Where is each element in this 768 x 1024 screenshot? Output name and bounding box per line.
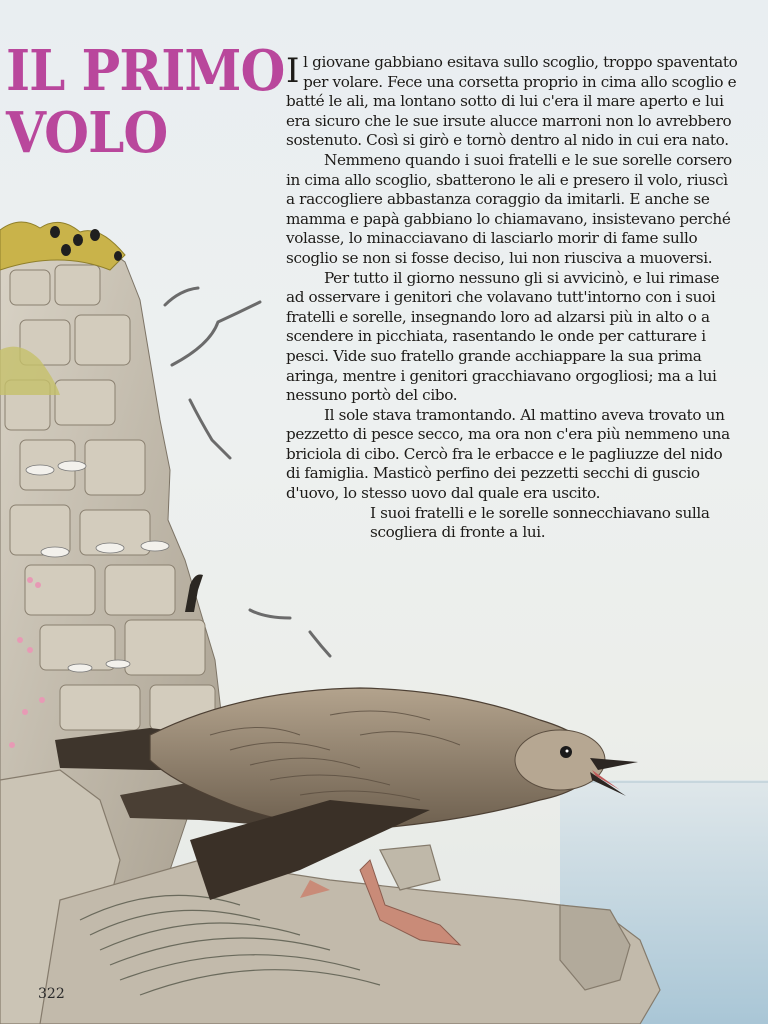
page-title [6,40,284,164]
story-paragraph-5: I suoi fratelli e le sorelle sonnecchiavano sulla scogliera di fronte a lui. [370,503,710,542]
page-number: 322 [38,986,65,1002]
story-text [286,53,738,543]
story-paragraph-1 [286,53,738,151]
title-line-2: VOLO [6,100,168,166]
story-paragraph-4: Il sole stava tramontando. Al mattino aveva trovato un pezzetto di pesce secco, ma ora non c'era più nemmeno una briciola di cibo. Cercò fra le erbacce e le pagliuzze del nido di famiglia. Masticò perfino dei pezzetti secchi di guscio d'uovo, lo stesso uovo dal quale era uscito. [286,405,730,503]
title-line-1: IL PRIMO [6,38,285,104]
drop-cap: I [286,51,300,91]
story-paragraph-1-text: l giovane gabbiano esitava sullo scoglio, troppo spaventato per volare. Fece una corsetta proprio in cima allo scoglio e batté le ali, ma lontano sotto di lui c'era il mare aperto e lui era sicuro che le sue irsute alucce marroni non lo avrebbero sostenuto. Così si girò e tornò dentro al nido in cui era nato. [286,53,738,150]
story-paragraph-3: Per tutto il giorno nessuno gli si avvicinò, e lui rimase ad osservare i genitori che volavano tutt'intorno con i suoi fratelli e sorelle, insegnando loro ad alzarsi più in alto o a scendere in picchiata, rasentando le onde per catturare i pesci. Vide suo fratello grande acchiappare la sua prima aringa, mentre i genitori gracchiavano orgogliosi; ma a lui nessuno portò del cibo. [286,268,720,405]
story-paragraph-2: Nemmeno quando i suoi fratelli e le sue sorelle corsero in cima allo scoglio, sbatterono le ali e presero il volo, riuscì a raccogliere abbastanza coraggio da imitarli. E anche se mamma e papà gabbiano lo chiamavano, insistevano perché volasse, lo minacciavano di lasciarlo morir di fame sullo scoglio se non si fosse deciso, lui non riusciva a muoversi. [286,150,732,267]
